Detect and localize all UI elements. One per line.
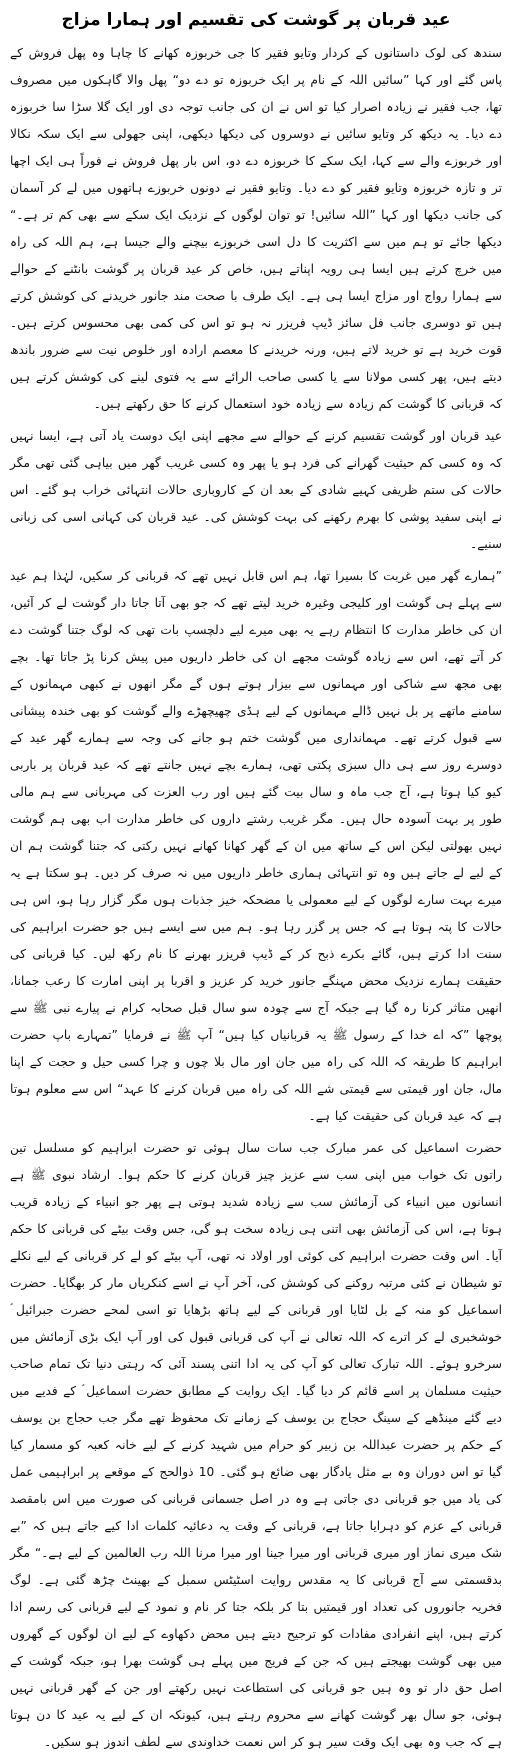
article-title: عید قربان پر گوشت کی تقسیم اور ہمارا مزاج — [61, 10, 451, 30]
article-body — [10, 40, 502, 1756]
article-paragraph: سندھ کی لوک داستانوں کے کردار وتایو فقیر کا جی خربوزہ کھانے کا چاہا وہ پھل فروش کے پاس گئے اور کہا ”سائیں اللہ کے نام پر ایک خربوزہ تو دے دو“ پھل والا گاہکوں میں مصروف تھا، جب فقیر نے زیادہ اصرار کیا تو اس نے ان کی جانب توجہ دی اور ایک گلا سڑا سا خربوزہ دے دیا۔ یہ دیکھ کر وتایو سائیں نے دوسروں کی دیکھا دیکھی، اپنی جھولی سے ایک سکہ نکالا اور خربوزے والے سے کہا، ایک سکے کا خربوزہ دے دو، اس بار پھل فروش نے فوراً ہی ایک اچھا تر و تازہ خربوزہ وتایو فقیر کو دے دیا۔ وتایو فقیر نے دونوں خربوزے ہاتھوں میں لے کر آسمان کی جانب دیکھا اور کہا ”اللہ سائیں! تو توان لوگوں کے نزدیک ایک سکے سے بھی کم تر ہے۔“ دیکھا جائے تو ہم میں سے اکثریت کا دل اسی خربوزے بیچنے والے جیسا ہے، ہم اللہ کی راہ میں خرچ کرتے ہیں ایسا ہی رویہ اپناتے ہیں، خاص کر عید قربان پر گوشت بانٹنے کے حوالے سے ہمارا رواج اور مزاج ایسا ہی ہے۔ ایک طرف با صحت مند جانور خریدنے کی کوشش کرتے ہیں تو دوسری جانب فل سائز ڈیپ فریزر نہ ہو تو اس کی کمی بھی محسوس کرتے ہیں۔ قوت خرید ہے تو خرید لاتے ہیں، ورنہ خریدنے کا معصم ارادہ اور خلوص نیت سے ضرور باندھ دیتے ہیں، پھر کسی مولانا سے یا کسی صاحب الرائے سے یہ فتوی لینے کی کوشش کرتے ہیں کہ قربانی کا گوشت کم زیادہ سے زیادہ خود استعمال کرنے کا حق رکھتے ہیں۔ — [10, 46, 502, 411]
article-paragraph: ”ہمارے گھر میں غربت کا بسیرا تھا، ہم اس قابل نہیں تھے کہ قربانی کر سکیں، لہٰذا ہم عید سے پہلے ہی گوشت اور کلیجی وغیرہ خرید لیتے تھے کہ جو بھی آتا جاتا دار گوشت لے کر آئیں، ان کی خاطر مدارت کا انتظام رہے یہ بھی میرے لیے دلچسپ بات تھی کہ لوگ جتنا گوشت دے کر آتے تھے، اس سے زیادہ گوشت مجھے ان کی خاطر داریوں میں پیش کرنا پڑ جاتا تھا۔ بچے بھی مجھ سے شاکی اور مہمانوں سے بیزار ہوتے ہوں گے مگر انھوں نے کبھی مہمانوں کے سامنے ماتھے پر بل نہیں ڈالے مہمانوں کے لیے ہڈی چھیچھڑے والے گوشت کو بھی خندہ پیشانی سے قبول کرتے تھے۔ مہمانداری میں گوشت ختم ہو جانے کی وجہ سے ہمارے گھر عید کے دوسرے روز سے ہی دال سبزی پکتی تھی، ہمارے بچے نہیں جانتے تھے کہ عید قربان پر باربی کیو کیا ہوتا ہے، آج جب ماہ و سال بیت گئے ہیں اور رب العزت کی مہربانی سے ہم مالی طور پر بہت آسودہ حال ہیں۔ مگر غریب رشتے داروں کی خاطر مدارت اب بھی ہم گوشت نہیں بھولتی لیکن اس کے ساتھ میں ان کے گھر کھانا کھانے نہیں رکتی کہ جتنا گوشت ہم ان کے لیے لے جاتے ہیں وہ تو انتہائی ہماری خاطر داریوں میں نہ صرف کر دیں۔ ہو سکتا ہے یہ میرے بہت سارے لوگوں کے لیے معمولی یا مضحکہ خیز جذبات ہوں مگر گزار رہا ہو، اس ہی حالات کا پتہ ہوتا ہے کہ جس پر گزر رہا ہو۔ ہم میں سے ایسے ہیں جو حضرت ابراہیم کی سنت ادا کرتے ہیں، گائے بکرے ذبح کر کے ڈیپ فریزر بھرنے کا نام رکھ لیں۔ کیا قربانی کی حقیقت ہمارے نزدیک محض مہنگے جانور خرید کر عزیز و اقربا پر اپنی امارت کا رعب جمانا، انھیں متاثر کرنا رہ گیا ہے جبکہ آج سے چودہ سو سال قبل صحابہ کرام نے پیارے نبی ﷺ سے پوچھا ”کہ اے خدا کے رسول ﷺ یہ قربانیاں کیا ہیں“ آپ ﷺ نے فرمایا ”تمہارے باپ حضرت ابراہیم کا طریقہ کہ اللہ کی راہ میں جان اور مال بلا چوں و چرا کسی حیل و حجت کے اپنا مال، جان اور قیمتی سے قیمتی شے اللہ کی راہ میں قربان کرنے کا عہد“ اس سے معلوم ہوتا ہے کہ عید قربان کی حقیقت کیا ہے۔ — [10, 569, 502, 1123]
article-paragraph: حضرت اسماعیل کی عمر مبارک جب سات سال ہوئی تو حضرت ابراہیم کو مسلسل تین راتوں تک خواب میں اپنی سب سے عزیز چیز قربان کرنے کا حکم ہوا۔ ارشاد نبوی ﷺ ہے انسانوں میں انبیاء کی آزمائش سب سے زیادہ شدید ہوتی ہے پھر جو انبیاء کے زیادہ قریب ہوتا ہے، اس کی آزمائش بھی اتنی ہی زیادہ سخت ہو گی، جس وقت بیٹے کی قربانی کا حکم آیا۔ اس وقت حضرت ابراہیم کی کوئی اور اولاد نہ تھی، آپ بیٹے کو لے کر قربانی کے لیے نکلے تو شیطان نے کئی مرتبہ روکنے کی کوشش کی، آخر آپ نے اسے کنکریاں مار کر بھگایا۔ حضرت اسماعیل کو منہ کے بل لٹایا اور قربانی کے لیے ہاتھ بڑھایا تو اسی لمحے حضرت جبرائیل ؑ خوشخبری لے کر اترے کہ اللہ تعالی نے آپ کی قربانی قبول کی اور آپ ایک بڑی آزمائش میں سرخرو ہوئے۔ اللہ تبارک تعالی کو آپ کی یہ ادا اتنی پسند آئی کہ رہتی دنیا تک تمام صاحب حیثیت مسلمان پر اسے قائم کر دیا گیا۔ ایک روایت کے مطابق حضرت اسماعیل ؑ کے فدیے میں دیے گئے مینڈھے کے سینگ حجاج بن یوسف کے زمانے تک محفوظ تھے مگر جب حجاج بن یوسف کے حکم پر حضرت عبداللہ بن زبیر کو حرام میں شہید کرنے کے لیے خانہ کعبہ کو مسمار کیا گیا تو اس دوران وہ بے مثل یادگار بھی ضائع ہو گئی۔ 10 ذوالحج کے موقعے پر ابراہیمی عمل کی یاد میں جو قربانی دی جاتی ہے وہ در اصل جسمانی قربانی کی صورت میں اس بامقصد قربانی کے عزم کو دہرایا جاتا ہے، قربانی کے وقت یہ دعائیہ کلمات ادا کیے جاتے ہیں کہ ”بے شک میری نماز اور میری قربانی اور میرا جینا اور میرا مرنا اللہ رب العالمین کے لیے ہے۔“ مگر بدقسمتی سے آج قربانی کا یہ مقدس روایت اسٹیٹس سمبل کے بھینٹ چڑھ گئی ہے۔ لوگ فخریہ جانوروں کی تعداد اور قیمتیں بتا کر بلکہ جتا کر نام و نمود کے لیے قربانی کی رسم ادا کرتے ہیں، اپنے انفرادی مفادات کو ترجیح دیتے ہیں محض دکھاوے کے لیے ان لوگوں کے گھروں میں بھی گوشت بھیجتے ہیں کہ جن کے فریج میں پہلے ہی گوشت بھرا ہو، جبکہ گوشت کے اصل حق دار تو وہ ہیں جو قربانی کی استطاعت نہیں رکھتے اور جن کے گھر قربانی نہیں ہوئی، جو سال بھر گوشت کھانے سے محروم رہتے ہیں، کیونکہ ان کے لیے یہ عید کا دن ہوتا ہے کہ جب وہ بھی ایک وقت سیر ہو کر اس نعمت خداوندی سے لطف اندوز ہو سکیں۔ — [10, 1141, 502, 1749]
article-paragraph: عید قربان اور گوشت تقسیم کرنے کے حوالے سے مجھے اپنی ایک دوست یاد آتی ہے، ایسا نہیں کہ وہ کسی کم حیثیت گھرانے کی فرد ہو یا پھر وہ کسی غریب گھر میں بیاہی گئی تھی مگر حالات کی ستم ظریفی کہیے شادی کے بعد ان کے کاروباری حالات انتہائی خراب ہو گئے۔ اس نے اپنی سفید پوشی کا بھرم رکھنے کی بہت کوشش کی۔ عید قربان کی کہانی اسی کی زبانی سنیے۔ — [10, 429, 502, 551]
